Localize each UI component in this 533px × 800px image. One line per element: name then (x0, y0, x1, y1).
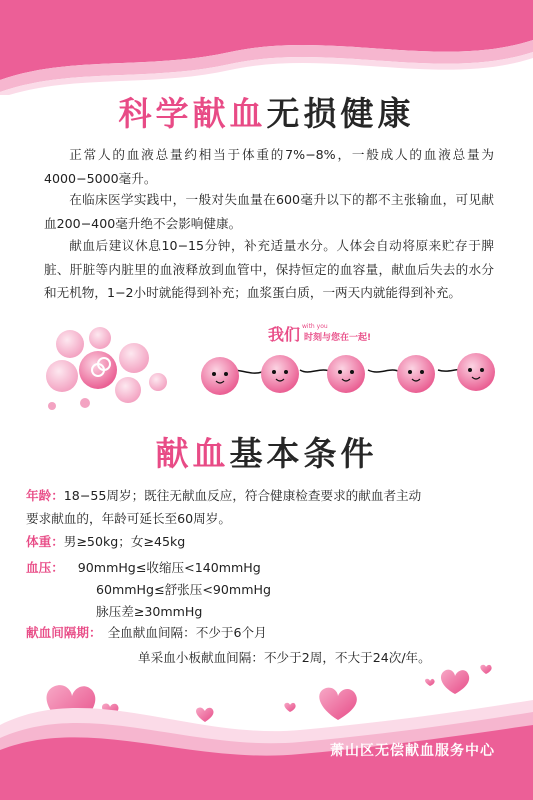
headline-2-part-2: 基本条件 (229, 434, 378, 473)
blood-drop-character-icon (201, 353, 495, 395)
blood-drop-illustration (40, 318, 500, 418)
top-wave-band (0, 0, 533, 95)
headline-part-2: 无损健康 (266, 94, 415, 133)
age-text: 18−55周岁；既往无献血反应，符合健康检查要求的献血者主动 (63, 488, 422, 503)
intro-paragraph-2: 在临床医学实践中，一般对失血量在600毫升以下的都不主张输血，可见献血200−400毫升绝不会影响健康。 (44, 192, 494, 231)
bp-line-1: 90mmHg≤收缩压<140mmHg (77, 560, 261, 575)
bp-label: 血压： (26, 560, 64, 575)
bottom-wave-band (0, 670, 533, 800)
age-condition-cont: 要求献血的，年龄可延长至60周岁。 (26, 511, 231, 526)
slogan-main: 我们 (268, 325, 301, 344)
weight-text: 男≥50kg；女≥45kg (63, 534, 186, 549)
intro-paragraph-1: 正常人的血液总量约相当于体重的7%−8%，一般成人的血液总量为4000−5000毫升。 (44, 147, 494, 186)
gender-symbol-icon (46, 327, 167, 410)
intro-paragraph-3: 献血后建议休息10−15分钟，补充适量水分。人体会自动将原来贮存于脾脏、肝脏等内脏里的血液释放到血管中，保持恒定的血容量，献血后失去的水分和无机物，1−2小时就能得到补充；血浆蛋白质，一两天内就能得到补充。 (44, 238, 494, 300)
age-condition (26, 485, 421, 507)
headline-2-part-1: 献血 (155, 434, 230, 473)
bp-condition (26, 557, 261, 579)
interval-condition (26, 622, 267, 644)
slogan-small: with you (302, 323, 328, 330)
age-label: 年龄： (26, 488, 64, 503)
interval-line-2: 单采血小板献血间隔：不少于2周，不大于24次/年。 (138, 650, 431, 665)
interval-label: 献血间隔期： (26, 625, 102, 640)
interval-line-1: 全血献血间隔：不少于6个月 (107, 625, 267, 640)
headline-safe-donation (0, 88, 533, 135)
organization-name: 萧山区无偿献血服务中心 (330, 743, 495, 759)
weight-condition (26, 531, 185, 553)
bp-line-2: 60mmHg≤舒张压<90mmHg (96, 582, 271, 597)
bp-line-3: 脉压差≥30mmHg (96, 604, 203, 619)
headline-conditions (0, 428, 533, 475)
slogan-sub: 时刻与您在一起! (304, 333, 372, 343)
headline-part-1: 科学献血 (118, 94, 267, 133)
weight-label: 体重： (26, 534, 64, 549)
